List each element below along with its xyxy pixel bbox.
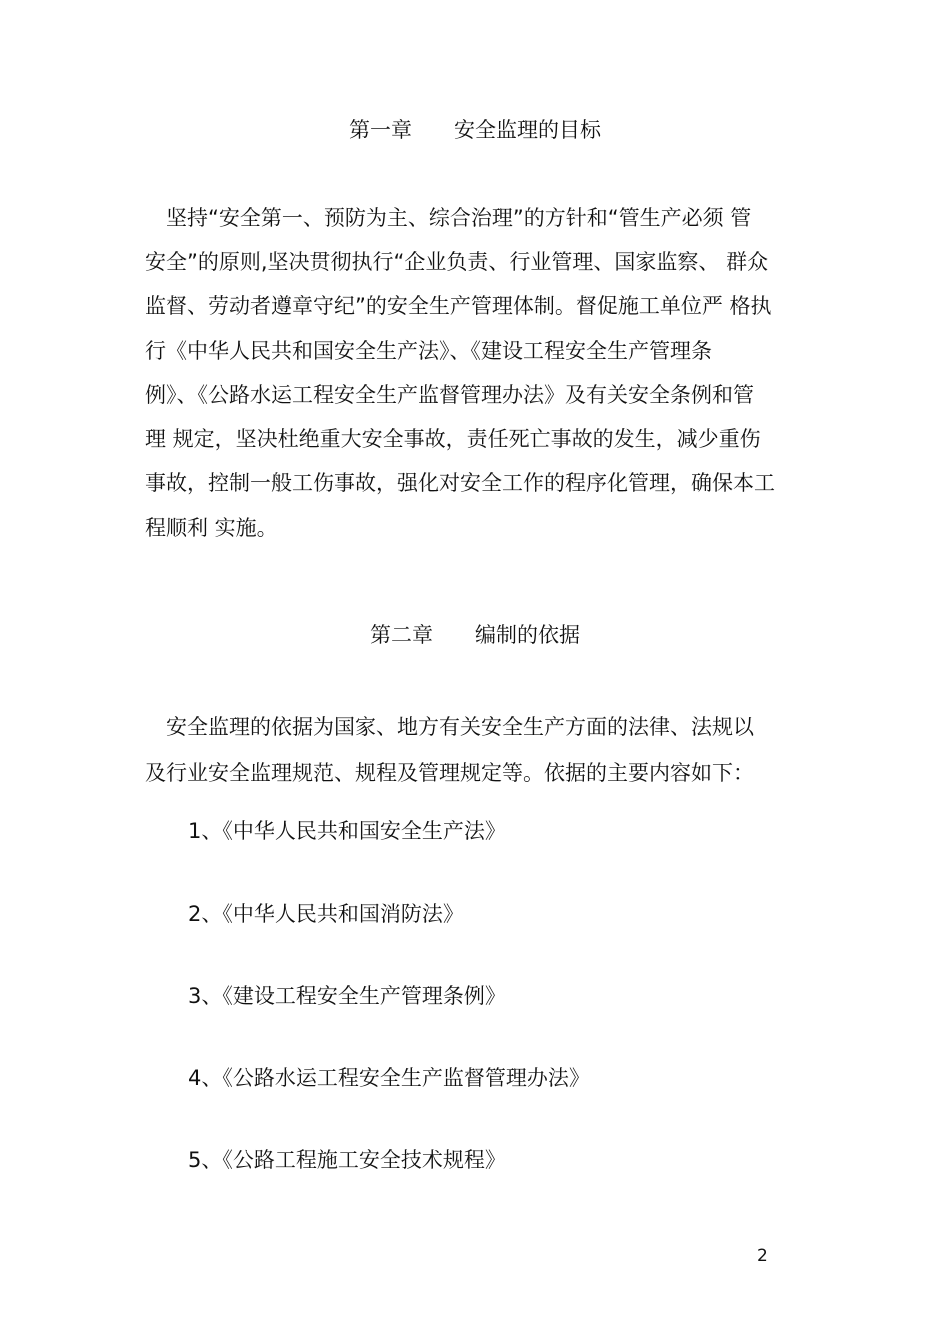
paragraph-line: 程顺利 实施。 [145, 516, 278, 540]
paragraph-line: 安全监理的依据为国家、地方有关安全生产方面的法律、法规以 [145, 715, 754, 739]
list-item: 4、《公路水运工程安全生产监督管理办法》 [188, 1066, 590, 1090]
list-item: 2、《中华人民共和国消防法》 [188, 902, 464, 926]
paragraph-line: 理 规定，坚决杜绝重大安全事故，责任死亡事故的发生，减少重伤 [145, 427, 761, 451]
paragraph-line: 例》、《公路水运工程安全生产监督管理办法》及有关安全条例和管 [145, 383, 754, 407]
paragraph-line: 事故，控制一般工伤事故，强化对安全工作的程序化管理，确保本工 [145, 471, 775, 495]
list-item: 1、《中华人民共和国安全生产法》 [188, 819, 506, 843]
paragraph-line: 行《中华人民共和国安全生产法》、《建设工程安全生产管理条 [145, 339, 712, 363]
chapter-1-title: 第一章 安全监理的目标 [349, 118, 601, 142]
paragraph-line: 安全”的原则,坚决贯彻执行“企业负责、行业管理、国家监察、 群众 [145, 250, 769, 274]
chapter-2-title: 第二章 编制的依据 [370, 623, 580, 647]
list-item: 3、《建设工程安全生产管理条例》 [188, 984, 506, 1008]
paragraph-line: 及行业安全监理规范、规程及管理规定等。依据的主要内容如下： [145, 761, 754, 785]
list-item: 5、《公路工程施工安全技术规程》 [188, 1148, 506, 1172]
page-number: 2 [757, 1246, 768, 1266]
paragraph-line: 坚持“安全第一、预防为主、综合治理”的方针和“管生产必须 管 [145, 206, 752, 230]
paragraph-line: 监督、劳动者遵章守纪”的安全生产管理体制。督促施工单位严 格执 [145, 294, 772, 318]
